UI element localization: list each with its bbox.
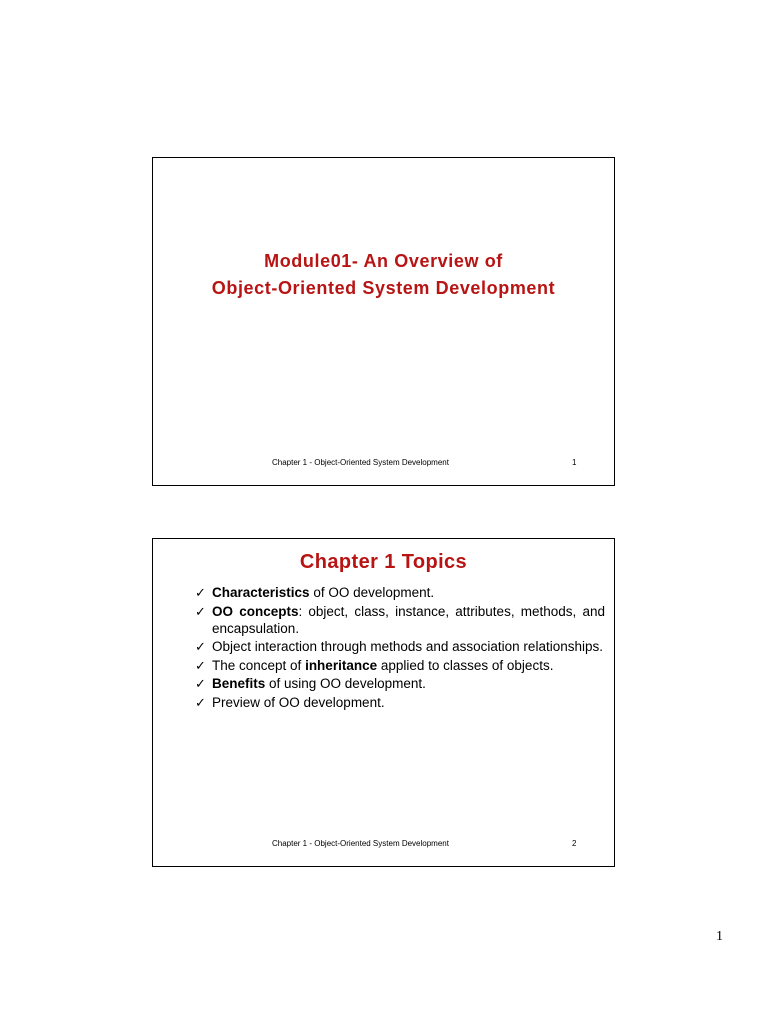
check-icon: ✓ xyxy=(195,585,206,600)
topic-item-text: : object, class, instance, attributes, methods, and encapsulation. xyxy=(212,603,605,636)
topic-item xyxy=(195,675,605,692)
topic-item-text: The concept of xyxy=(212,657,306,673)
topic-item xyxy=(195,638,605,655)
topic-item-bold: OO concepts xyxy=(212,603,299,619)
slide-2-title: Chapter 1 Topics xyxy=(299,551,468,573)
topic-item-text: Preview of OO development. xyxy=(212,694,385,710)
page-number: 1 xyxy=(716,929,723,944)
slide-2-footer-text: Chapter 1 - Object-Oriented System Development xyxy=(272,839,449,848)
slide-1-title-line-1: Module01- An Overview of xyxy=(264,251,503,271)
slide-1-title-line-2: Object-Oriented System Development xyxy=(211,278,556,298)
topic-item-text: Object interaction through methods and association relationships. xyxy=(212,639,603,654)
slide-2-footer-number: 2 xyxy=(572,839,577,848)
slide-1-footer-text: Chapter 1 - Object-Oriented System Development xyxy=(272,458,449,467)
slide-1-footer xyxy=(153,457,614,469)
slide-1-footer-number: 1 xyxy=(572,458,577,467)
check-icon: ✓ xyxy=(195,639,206,654)
slide-2-footer xyxy=(153,838,614,850)
check-icon: ✓ xyxy=(195,676,206,691)
topic-item-bold: Benefits xyxy=(212,676,266,691)
topic-item-text: of using OO development. xyxy=(265,676,426,691)
slide-1 xyxy=(152,157,615,486)
slide-2 xyxy=(152,538,615,867)
topic-item-text: of OO development. xyxy=(309,585,435,600)
topic-item xyxy=(195,657,605,674)
check-icon: ✓ xyxy=(195,603,206,619)
topic-item-text: applied to classes of objects. xyxy=(377,657,554,673)
slide-1-title xyxy=(153,248,614,302)
topic-item xyxy=(195,603,605,637)
topic-item-bold: inheritance xyxy=(305,657,378,673)
topic-list xyxy=(195,584,605,712)
topic-item xyxy=(195,694,605,711)
check-icon: ✓ xyxy=(195,657,206,673)
check-icon: ✓ xyxy=(195,694,206,710)
topic-item-bold: Characteristics xyxy=(212,585,310,600)
topic-item xyxy=(195,584,605,601)
